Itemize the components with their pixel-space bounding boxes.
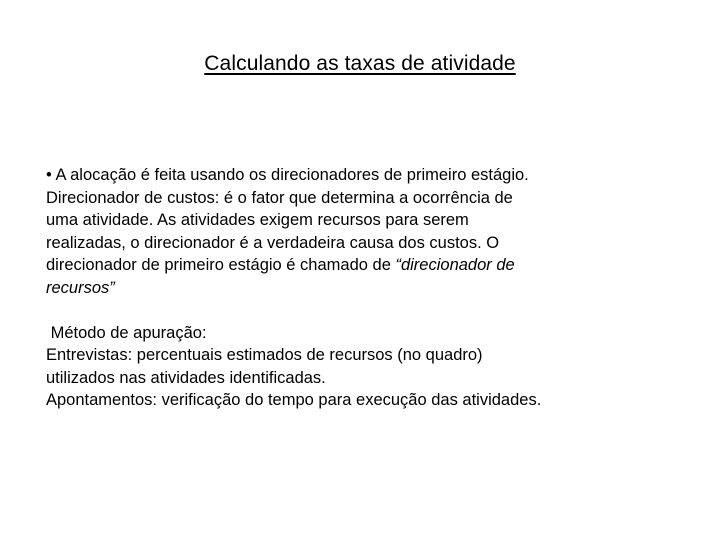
- body-line: Direcionador de custos: é o fator que determina a ocorrência de: [46, 188, 513, 207]
- slide-body: [46, 164, 676, 412]
- paragraph-method: [46, 322, 676, 412]
- slide-title: Calculando as taxas de atividade: [204, 52, 516, 75]
- body-text: direcionador de primeiro estágio é chamado de: [46, 256, 396, 275]
- body-line: Método de apuração:: [46, 323, 207, 342]
- italic-term: “direcionador de: [395, 256, 515, 275]
- body-line: uma atividade. As atividades exigem recursos para serem: [46, 211, 469, 230]
- body-line: Apontamentos: verificação do tempo para execução das atividades.: [46, 391, 542, 410]
- body-line: Entrevistas: percentuais estimados de recursos (no quadro): [46, 346, 483, 365]
- body-line: • A alocação é feita usando os direcionadores de primeiro estágio.: [46, 166, 529, 184]
- body-line: utilizados nas atividades identificadas.: [46, 368, 326, 387]
- body-line: realizadas, o direcionador é a verdadeira causa dos custos. O: [46, 233, 500, 252]
- body-line: [46, 254, 676, 277]
- paragraph-spacer: [46, 300, 676, 322]
- paragraph-allocation: [46, 164, 676, 300]
- italic-term: recursos”: [46, 278, 115, 297]
- body-line: [46, 277, 676, 300]
